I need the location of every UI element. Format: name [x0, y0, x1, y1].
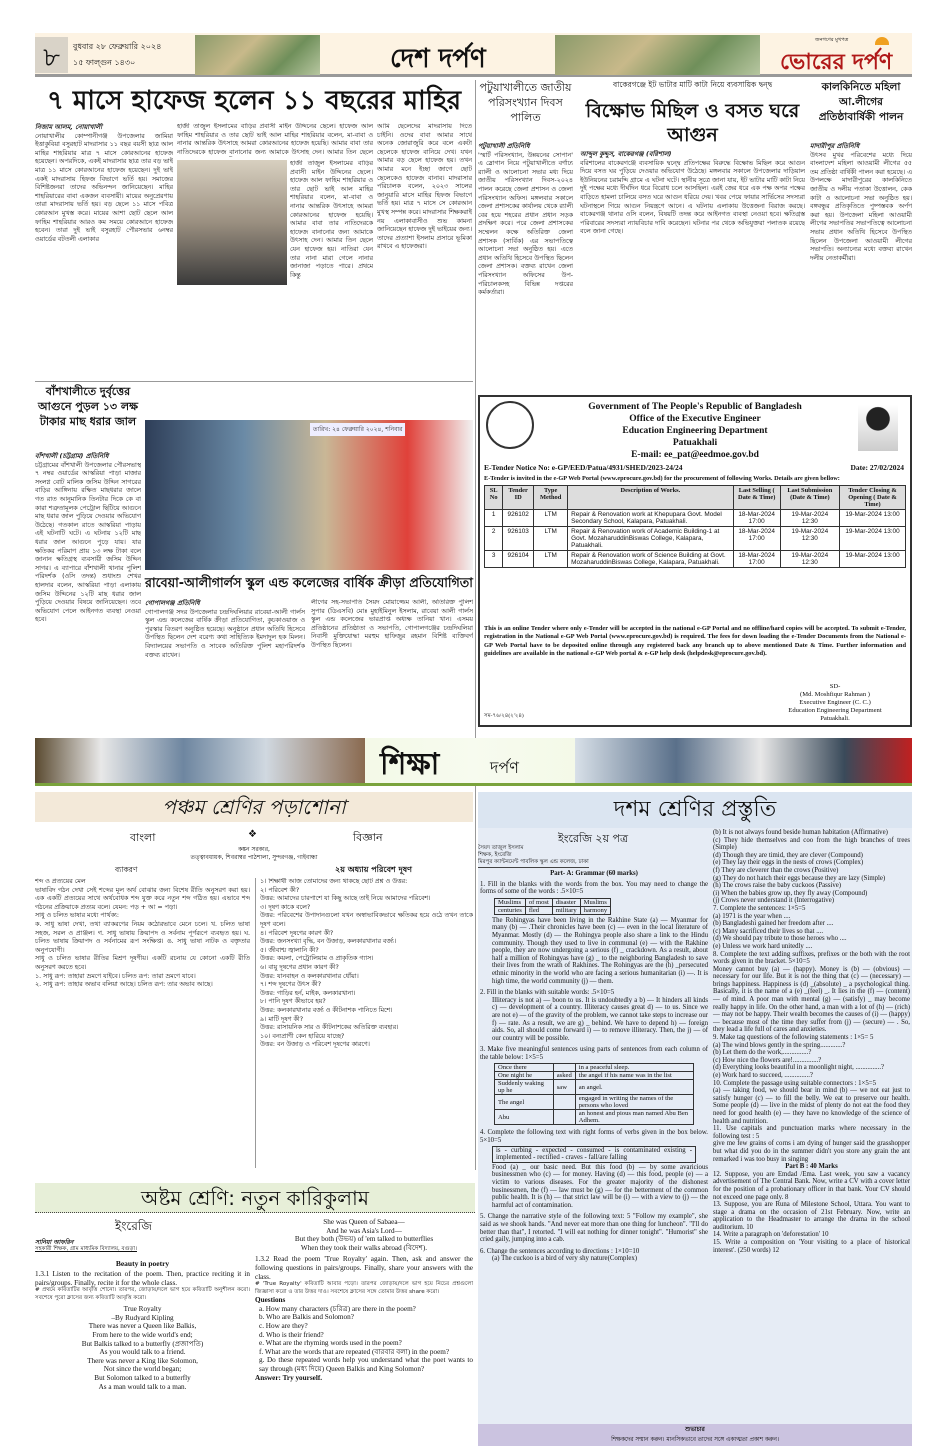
- tender-email: E-mail: ee_pat@eedmoe.gov.bd: [631, 450, 759, 460]
- tender-gov: Government of The People's Republic of Bangladesh: [588, 402, 802, 412]
- science-content: ১। শিক্ষার্থী আজ তোমাদের জন্য থাকছে ছোট প্রশ্ন ও উত্তর: ২। পরিবেশ কী? উত্তর: আমাদের চারপাশে যা কিছু আছে তাই নিয়ে আমাদের পরিবেশ। ৩। দূষণ কাকে বলে? উত্তর: পরিবেশের উপাদানগুলো যখন অস্বাভাবিকভাবে ক্ষতিকর হয়ে ওঠে তখন তাকে দূষণ বলে। ৪। পরিবেশ দূষণের কারণ কী? উত্তর: জনসংখ্যা বৃদ্ধি, বন উজাড়, কলকারখানার বর্জ্য। ৫। জীবাশ্ম জ্বালানি কী? উত্তর: কয়লা, পেট্রোলিয়াম ও প্রাকৃতিক গ্যাস। ৬। বায়ু দূষণের প্রধান কারণ কী? উত্তর: যানবাহন ও কলকারখানার ধোঁয়া। ৭। শব্দ দূষণের উৎস কী? উত্তর: গাড়ির হর্ন, মাইক, কলকারখানা। ৮। পানি দূষণ কীভাবে হয়? উত্তর: কলকারখানার বর্জ্য ও কীটনাশক পানিতে মিশে। ৯। মাটি দূষণ কী? উত্তর: রাসায়নিক সার ও কীটনাশকের অতিরিক্ত ব্যবহার। ১০। বন্যপ্রাণী কেন হারিয়ে যাচ্ছে? উত্তর: বন উজাড় ও পরিবেশ দূষণের কারণে।: [260, 878, 473, 1049]
- patuakhali-text: 'স্মার্ট পরিসংখ্যান, উন্নয়নের সোপান' এ স্লোগান নিয়ে পটুয়াখালীতে বর্ণাঢ্য র‌্যালী ও আলোচনা সভার মধ্য দিয়ে জাতীয় পরিসংখ্যান দিবস-২০২৪ পালন করেছে জেলা প্রশাসন ও জেলা পরিসংখ্যান অফিস। মঙ্গলবার সকালে জেলা প্রশাসকের কার্যালয় থেকে র‌্যালী বের হয়ে শহরের প্রধান প্রধান সড়ক প্রদক্ষিণ করে। পরে জেলা প্রশাসকের সম্মেলন কক্ষে অতিরিক্ত জেলা প্রশাসক (সার্বিক) এর সভাপতিত্বে আলোচনা সভা অনুষ্ঠিত হয়। এতে প্রধান অতিথি হিসেবে উপস্থিত ছিলেন জেলা প্রশাসক। বক্তব্য রাখেন জেলা পরিসংখ্যান অফিসের উপ-পরিচালকসহ বিভিন্ন দপ্তরের কর্মকর্তারা।: [478, 151, 573, 297]
- tender-column-header: Description of Works.: [568, 486, 733, 510]
- kalkini-body: [810, 142, 912, 391]
- event-photo: [145, 420, 473, 570]
- tender-cell-selling: 18-Mar-2024 17:00: [733, 551, 780, 568]
- tender-signature: [760, 683, 910, 723]
- kalkini-headline: কালকিনিতে মহিলা আ.লীগের প্রতিষ্ঠাবার্ষিকী পালন: [818, 81, 904, 123]
- tender-cell-closing: 19-Mar-2024 13:00: [839, 551, 905, 568]
- poem-line: And he was Asia's Lord—: [326, 1226, 402, 1235]
- footer-title: শুভাচার: [685, 1426, 705, 1433]
- logo: ভোরের দর্পণ: [780, 50, 893, 75]
- tender-intro: E-Tender is invited in the e-GP Web Portal (www.eprocure.gov.bd) for the procurement of following Works. Details are given bellow:: [484, 475, 840, 482]
- q4-box: is - curbing - expected - consumed - is contaminated existing - implemented - rectified - craves - fall/are falling: [492, 1146, 696, 1163]
- lead-col-3: আমি ছেলেদের মাদরাসায় দিতে চাইনি। ওদের বাবা আমার সাথে অনেক জোরাজুরি করে বলে একটা ছেলেকে হাফেজ বানিয়ে দেখ। যখন আমার বড় ছেলে হাফেজ হয়। তখন আমার মনে ইচ্ছা জাগে ছোট ছেলেকেও হাফেজ বানাব। মাদরাসার পরিচালক বলেন, ২০২৩ সালের জানুয়ারি মাসে মাহির হিফজ বিভাগে ভর্তি হয়। মাত্র ৭ মাসে সে কোরআন মুখস্থ সম্পন্ন করে। মাদরাসার শিক্ষকরাই নয় এলাকাবাসীও শুভ কামনা জানিয়েছেন হাফেজ দুই ভাইয়ের জন্য। তাদের প্রত্যাশা ইসলাম প্রসারে ভূমিকা রাখবে এ হাফেজরা।: [377, 123, 472, 251]
- story3-byline: গোপালগঞ্জ প্রতিনিধি: [145, 599, 200, 607]
- question-item: b. Who are Balkis and Solomon?: [259, 1313, 354, 1322]
- tender-notice-no: E-Tender Notice No: e-GP/EED/Patua/4931/SHED/2023-24/24: [484, 463, 683, 472]
- table-cell: saw: [553, 1080, 575, 1095]
- class10-footer: [478, 1424, 912, 1446]
- logo-tagline: জনগণের মুখপত্র: [815, 37, 849, 43]
- part-a-heading: Part- A: Grammar (60 marks): [550, 870, 638, 877]
- banner-subtitle: দর্পণ: [490, 758, 519, 777]
- tender-cell-sl: 3: [485, 551, 503, 568]
- table-cell: an honest and pious man named Abu Ben Adhem.: [575, 1110, 693, 1125]
- banner-photo-left: [35, 738, 365, 783]
- answer-note: Answer: Try yourself.: [255, 1373, 323, 1382]
- table-cell: [553, 1110, 575, 1125]
- class5-section: [35, 792, 473, 1177]
- tender-cell-desc: Repair & Renovation work of Science Building at Govt. MozaharuddinBiswas College, Kalapara, Patuakhali.: [568, 551, 733, 568]
- question-item: c. How are they?: [259, 1321, 308, 1330]
- signature-line: (Md. Moshfiqur Rahman ): [800, 691, 870, 698]
- story3-col-1: [145, 599, 305, 728]
- class10-role: শিক্ষক, ইংরেজি: [478, 852, 512, 858]
- tender-cell-id: 926103: [503, 527, 534, 551]
- lead-byline: নিজাম আলম, নোয়াখালী: [35, 123, 103, 131]
- table-row: [495, 1110, 694, 1125]
- signature-line: Executive Engineer (C. C.): [799, 699, 871, 706]
- tender-dept: Education Engineering Department: [622, 426, 768, 436]
- table-cell: in a peaceful sleep.: [575, 1064, 693, 1072]
- table-cell: [553, 1064, 575, 1072]
- table-cell: Suddenly waking up he: [495, 1080, 554, 1095]
- divider: [35, 381, 473, 382]
- class10-section: [478, 792, 912, 1446]
- poem-title: True Royalty: [123, 1305, 162, 1314]
- poem-line: But Solomon talked to a butterfly: [94, 1373, 191, 1382]
- tender-cell-id: 926104: [503, 551, 534, 568]
- lead-col-2: হাজী তাজুল ইসলামের বাড়ির প্রবাসী মাইন উদ্দিনের ছেলে। হাফেজ আল ফাহিম শাহরিয়ার ও তার ছোট ভাই আল মাহির শাহরিয়ার বলেন, মা-বাবা ও নানার আন্তরিক উৎসাহে আমরা কোরআনের হাফেজ হয়েছি। আমার বাবা তার নাতিদেরকে হাফেজ বানানোর জন্য আমাকে উৎসাহ দেন। আমার তিন ছেলে: [177, 123, 373, 156]
- tender-header: [540, 401, 850, 461]
- poem-line: But they both (উভয়) of 'em talked to butterflies: [294, 1235, 434, 1244]
- subject-bangla: বাংলা: [130, 831, 156, 844]
- tender-cell-sl: 1: [485, 510, 503, 527]
- table-row: [495, 1064, 694, 1072]
- right-questions: (b) It is not always found beside human habitation (Affirmative) (c) They hide themselves and coo from the high branches of trees (Simple) (d) Though they are timid, they are clever (Compound) (e) They lay their eggs in the nests of crows (Complex) (f) They are cleverer than the crows (Positive) (g) They do not hatch their eggs because they are lazy (Simple) (h) The crows raise the baby cuckoos (Passive) (i) When the babies grow up, they fly away (Compound) (j) Crows never understand it (Interrogative) 7. Complete the sentences: 1×5=5 (a) 1971 is the year when .... (b) Bangladeshi gained her freedom after .... (c) Many sacrificed their lives so that .... (d) We should pay tribute to those heroes who .... (e) Unless we work hard unitedly .... 8. Complete the text adding suffixes, prefixes or the both with the root words given in the bracket. 5×10=5 Money cannot buy (a) — (happy). Money is (b) — (obvious) — necessary for our life. But it is not the thing that (c) — (necessary) — brings happiness. Happiness is (d) _(absolute) _ a psychological thing. Basically, it is the name of a (e) _(feel) _. It lies in the (f) — (content) — of mind. A poor man with mental (g) — (satisfy) _ may become really happy in life. On the other hand, a man with a lot of (h) — (rich) — may not be happy. Their wealth becomes the causes of (i) — (happy) — because most of the time they suffer from (j) — (secure) — . So, they lead a life full of cares and anxieties. 9. Make tag questions of the following statements : 1×5= 5 (a) The wind blows gently in the spring.............? (b) Let them do the work,...............? (c) How nice the flowers are!...............? (d) Everything looks beautiful in a moonlight night, ...............? (e) Work hard to succeed, ...............? 10. Complete the passage using suitable connectors : 1×5=5 (a) — taking food, we should bear in mind (b) — we not eat just to satisfy hunger (c) — to fill the belly. We eat to preserve our health. Some people (d) — live in the midst of plenty do not eat the food they need for good health (e) — they have no knowledge of the science of health and nutrition. 11. Use capitals and punctuation marks where necessary in the following test : 5 give me few grains of corns i am dying of hunger said the grasshopper but what did you do in the summer didn't you store any grain the ant remarked i was too busy in singing: [713, 829, 910, 1163]
- patuakhali-byline: পটুয়াখালী প্রতিনিধি: [478, 142, 530, 150]
- questions-list: [255, 1305, 473, 1374]
- kalkini-text: উৎসব মুখর পরিবেশের মধ্যে দিয়ে বাংলাদেশ মহিলা আওয়ামী লীগের ৫৫ তম প্রতিষ্ঠা বার্ষিকী পালন করা হয়েছে। এ উপলক্ষে মাদারীপুরের কালকিনিতে জাতীয় ও দলীয় পতাকা উত্তোলন, কেক কাটা ও আলোচনা সভা অনুষ্ঠিত হয়। বঙ্গবন্ধুর প্রতিকৃতিতে পুষ্পস্তবক অর্পণ করা হয়। উপজেলা মহিলা আওয়ামী লীগের সভাপতির সভাপতিত্বে আলোচনা সভায় প্রধান অতিথি হিসেবে উপস্থিত ছিলেন উপজেলা আওয়ামী লীগের সভাপতি। অন্যান্যের মধ্যে বক্তব্য রাখেন দলীয় নেতাকর্মীরা।: [810, 151, 912, 262]
- tender-cell-selling: 18-Mar-2024 17:00: [733, 510, 780, 527]
- class8-left: [35, 1259, 250, 1391]
- q2: 2. Fill in the blanks with suitable words: .5×10=5: [480, 989, 615, 997]
- subject-science: বিজ্ঞান: [353, 831, 383, 844]
- table-row: [495, 1095, 694, 1110]
- tender-cell-desc: Repair & Renovation work at Khepupara Govt. Model Secondary School, Kalapara, Patuakhali.: [568, 510, 733, 527]
- tender-cell-method: LTM: [534, 527, 568, 551]
- signature-line: SD-: [829, 683, 841, 690]
- task-1: 1.3.1 Listen to the recitation of the poem. Then, practice reciting it in pairs/groups. Finally, recite it for the whole class.: [35, 1270, 250, 1287]
- tender-intro-box: [484, 474, 906, 483]
- part-b-heading: Part B : 40 Marks: [785, 1163, 838, 1171]
- box-word: Muslims: [580, 898, 610, 906]
- bangla-content: শব্দ ও প্রত্যয়ের মেল ভাষাবিদ গঠন দেখা সেই শব্দের মূল অর্থ বোঝার জন্য বিশেষ রীতি অনুসরণ করা হয়। এক একটি প্রত্যয়ের সাথে অর্থবোধক শব্দ যুক্ত করে নতুন শব্দ গঠিত হয়। এভাবে শব্দ গঠনের প্রক্রিয়াকে প্রত্যয় বলে। যেমন: পড় + আ = পড়া। সাধু ও চলিত ভাষার মধ্যে পার্থক্য: ক. সাধু ভাষা দেখা, তথা ব্যাকরণের নিয়ম কঠোরভাবে মেনে চলে। খ. চলিত ভাষা সহজ, সরল ও প্রাঞ্জল। গ. সাধু ভাষায় ক্রিয়াপদ ও সর্বনাম পূর্ণরূপে ব্যবহৃত হয়। ঘ. চলিত ভাষায় ক্রিয়াপদ ও সর্বনামের রূপ সংক্ষিপ্ত। ঙ. সাধু ভাষা নাটক ও বক্তৃতার অনুপযোগী। সাধু ও চলিত ভাষার রীতির মিশ্রণ দূষণীয়। একটি রচনায় যে কোনো একটি রীতি অনুসরণ করতে হবে। ১. সাধু রূপ: তাহারা ভ্রমণে যাইবে। চলিত রূপ: তারা ভ্রমণে যাবে। ২. সাধু রূপ: তাহার অভাব বলিয়া আছে। চলিত রূপ: তার অভাব আছে।: [35, 878, 250, 989]
- q5: 5. Change the narrative style of the following text: 5 "Follow my example", she said as we shook hands. "And never eat more than one thing for luncheon". "I'll do better than that", I retorted. "I will eat nothing for dinner tonight". "Humorist" she cried gaily, jumping into a cab.: [480, 1213, 708, 1244]
- table-cell: The angel: [495, 1095, 554, 1110]
- lead-text: নোয়াখালীর কোম্পানীগঞ্জ উপজেলার জামিয়া ইত্তাকুবিয়া বসুরহাট মাদরাসার ১১ বছর বয়সী ছাত্র আল মাহির শাহরিয়ার মাত্র ৭ মাসে কোরআনের হাফেজ হয়েছেন। অপরদিকে, একই মাদরাসার ছাত্র তার বড় ভাই মাত্র ১১ মাসে কোরআনের হাফেজ হয়েছেন। দুই ভাই একই মাদরাসায় হিফজ বিভাগে ভর্তি হয়। সমাজের বিশিষ্টজনরা তাদের অভিনন্দন জানিয়েছেন। মাহির শাহরিয়ারের বাবা একজন ব্যবসায়ী। মায়ের অনুপ্রেরণায় তারা মাদরাসায় ভর্তি হয়। বড় ছেলে ১১ মাসে পবিত্র কোরআন মুখস্ত করে। মায়ের আশা ছোট ছেলে আল ফাহিম শাহরিয়ার আরও কম সময়ে কোরআনে হাফেজ হবেন। তারা দুই ভাই বসুরহাট পৌরসভার ৬নম্বর ওয়ার্ডের বটতলী এলাকার: [35, 132, 173, 243]
- tender-cell-selling: 18-Mar-2024 17:00: [733, 527, 780, 551]
- bakerganj-byline: আব্দুল কুদ্দুস, বাকেরগঞ্জ (বরিশাল): [580, 150, 672, 158]
- q3: 3. Make five meaningful sentences using parts of sentences from each column of the table below: 1×5=5: [480, 1046, 708, 1061]
- table-cell: engaged in writing the names of the persons who loved: [575, 1095, 693, 1110]
- sentence-table: [494, 1063, 694, 1125]
- header-photo-right: [555, 35, 760, 75]
- poem-line: As a man would talk to a man.: [98, 1382, 187, 1391]
- poem-line: As you would talk to a friend.: [99, 1348, 186, 1357]
- tender-column-header: Last Selling ( Date & Time): [733, 486, 780, 510]
- questions-heading: Questions: [255, 1296, 286, 1305]
- box-word: of most: [525, 898, 552, 906]
- poem-line: She was Queen of Sabaea—: [323, 1218, 405, 1226]
- poem-line: Not since the world began;: [103, 1365, 182, 1374]
- sun-icon: [875, 37, 889, 45]
- table-row: [495, 1072, 694, 1080]
- box-row: [495, 898, 611, 906]
- class10-heading: দশম শ্রেণির প্রস্তুতি: [478, 792, 912, 828]
- education-dept-seal-icon: [486, 401, 534, 449]
- tender-column-header: Tender ID: [503, 486, 534, 510]
- table-cell: [553, 1095, 575, 1110]
- header-photo-left: [195, 35, 320, 75]
- q4-text: Food (a) _ our basic need. But this food (b) — by some avaricious businessmen who (c) — for money. Having (d) — this food, people (e) — a victim to various diseases. For the greater majority of the dishonest businessmen, the (f) — law must be (g) — for the betterment of the common public health. It is (h) — that strict law will be (i) — with a view to (j) — the harmful act of contamination.: [492, 1163, 708, 1209]
- class5-author: কঙ্কন সরকার,: [238, 846, 270, 853]
- patuakhali-headline: পটুয়াখালীতে জাতীয় পরিসংখ্যান দিবস পালিত: [479, 81, 572, 124]
- table-cell: asked: [553, 1072, 575, 1080]
- tender-cell-closing: 19-Mar-2024 13:00: [839, 527, 905, 551]
- part-b-text: 12. Suppose, you are Emdad /Ema. Last week, you saw a vacancy advertisement of The Central Bank. Now, write a CV with a cover letter for the position of a probationary officer in that bank. Your CV should not exceed one page only. 8 13. Suppose, you are Runa of Milestone School, Uttara. You want to stage a drama on the occasion of 21st February. Now, write an application to the Headmaster to arrange the drama in the school auditorium. 10 14. Write a paragraph on 'deforestation' 10 15. Write a composition on 'Your visiting to a place of historical interest'. (250 words) 12: [713, 1170, 910, 1254]
- box-word: Muslims: [495, 898, 526, 906]
- separator-icon: ❖: [248, 829, 257, 840]
- tender-column-header: Last Submission (Date & Time): [780, 486, 839, 510]
- table-cell: One night he: [495, 1072, 554, 1080]
- tender-cell-desc: Repair & Renovation work of Academic Building-1 at Govt. MozaharuddinBiswas College, Kalapara, Patuakhali.: [568, 527, 733, 551]
- tender-notice: [478, 395, 912, 727]
- class8-subject: ইংরেজি: [115, 1219, 152, 1233]
- task-2: 1.3.2 Read the poem 'True Royalty' again. Then, ask and answer the following questions in pairs/groups. Finally, share your answers with the class.: [255, 1255, 473, 1281]
- banner-photo-right: [575, 738, 912, 783]
- topic-pollution: ২য় অধ্যায় পরিবেশ দূষণ: [335, 865, 413, 874]
- q2-text: Illiteracy is not a) — boon to us. It is undoubtedly a b) — It hinders all kinds c) — development of a country. Illiteracy causes great d) — to us. Since we are not e) — of the gravity of the problem, we cannot take steps to increase our f) — rate. As a result, we are g) _ behind. We have to depend h) — foreign aids. So, all should come forward i) — to remove illiteracy. Then, the j) — of our country will be possible.: [492, 996, 708, 1042]
- table-row: [485, 510, 906, 527]
- task-1-bn: # প্রথমে কবিতাটির আবৃত্তি শোনো। তারপর, জোড়ায়/দলে ভাগ হয়ে কবিতাটি অনুশীলন করো। সবশেষে পুরো ক্লাসের জন্য কবিতাটি আবৃত্তি করো।: [35, 1287, 250, 1301]
- question-item: g. Do these repeated words help you understand what the poet wants to say through (মধ্য দিয়ে) Queen Balkis and King Solomon?: [259, 1356, 473, 1373]
- lead-photo: [177, 160, 287, 285]
- tender-cell-sl: 2: [485, 527, 503, 551]
- class8-school: সহকারী শিক্ষক, গ্রাম মাধ্যমিক বিদ্যালয়, বগুড়া।: [35, 1246, 137, 1252]
- class8-right: [255, 1218, 473, 1382]
- tender-cell-submission: 19-Mar-2024 12:30: [780, 551, 839, 568]
- col-divider: [475, 80, 476, 1170]
- q1: 1. Fill in the blanks with the words from the box. You may need to change the forms of some of the words : .5×10=5: [480, 880, 708, 896]
- box-word: military: [552, 906, 580, 914]
- divider: [255, 878, 256, 1168]
- story3-text-1: গোপালগঞ্জ সদর উপজেলার চন্দ্রদিঘলিয়ার রাবেয়া-আলী গার্লস স্কুল এন্ড কলেজের বার্ষিক ক্রীড়া প্রতিযোগিতা, কুচকাওয়াজ ও পুরস্কার বিতরণ অনুষ্ঠিত হয়েছে। অনুষ্ঠানে প্রধান অতিথি হিসেবে উপস্থিত ছিলেন দেশ বরেণ্য কথা সাহিত্যিক ইমদাদুল হক মিলন। বিদ্যালয়ের সভাপতি ও সাবেক অতিরিক্ত পুলিশ মহাপরিদর্শক বক্তব্য রাখেন।: [145, 608, 305, 659]
- class10-right: [713, 829, 910, 1254]
- bakerganj-text: বরিশালের বাকেরগঞ্জে ব্যবসায়িক দ্বন্দ্বে প্রতিপক্ষের বিরুদ্ধে বিক্ষোভ মিছিল করে আগুন দিয়ে বসত ঘর পুড়িয়ে দেওয়ার অভিযোগ উঠেছে। মঙ্গলবার সকালে উপজেলার দাড়িয়াল ইউনিয়নের চরামদ্দি গ্রামে এ ঘটনা ঘটে। স্থানীয় সূত্রে জানা যায়, ইট ভাটার মাটি কাটা নিয়ে দুই পক্ষের মধ্যে দীর্ঘদিন ধরে বিরোধ চলে আসছিল। এরই জের ধরে এক পক্ষ অপর পক্ষের বাড়িতে হামলা চালিয়ে বসত ঘরে আগুন ধরিয়ে দেয়। খবর পেয়ে ফায়ার সার্ভিসের সদস্যরা ঘটনাস্থলে গিয়ে আগুন নিয়ন্ত্রণে আনে। এ ঘটনায় এলাকায় উত্তেজনা বিরাজ করছে। বাকেরগঞ্জ থানার ওসি বলেন, বিষয়টি তদন্ত করে আইনগত ব্যবস্থা নেওয়া হবে। ক্ষতিগ্রস্ত পরিবারের সদস্যরা ন্যায়বিচার দাবি করেছেন। ঘটনার পর থেকে অভিযুক্তরা পলাতক রয়েছে বলে জানা গেছে।: [580, 159, 805, 236]
- task-2-bn: # 'True Royalty' কবিতাটি আবার পড়ো। তারপর জোড়ায়/দলে ভাগ হয়ে নিচের প্রশ্নগুলো জিজ্ঞাসা করো ও তার উত্তর দাও। সবশেষে ক্লাসের সঙ্গে তোমার উত্তর share করো।: [255, 1281, 473, 1295]
- tender-column-header: SL No: [485, 486, 503, 510]
- portrait-icon: [858, 405, 898, 451]
- box-row: [495, 906, 611, 914]
- poem-stanza-1: [35, 1322, 250, 1391]
- q4: 4. Complete the following text with right forms of verbs given in the box below. 5×10=5: [480, 1129, 708, 1145]
- tender-cell-method: LTM: [534, 551, 568, 568]
- table-row: [495, 1080, 694, 1095]
- tender-location: Patuakhali: [672, 438, 718, 448]
- signature-line: Patuakhali.: [820, 715, 850, 722]
- tender-column-header: Type Method: [534, 486, 568, 510]
- poem-line: But Balkis talked to a butterfly (প্রজাপতি): [81, 1339, 204, 1348]
- class10-school: মিরপুর ক্যান্টনমেন্ট পাবলিক স্কুল এন্ড কলেজ, ঢাকা: [478, 859, 589, 868]
- bakerganj-body: [580, 150, 805, 391]
- q6-text: (a) The cuckoo is a bird of very shy nature(Complex): [492, 1255, 638, 1263]
- box-word: fled: [525, 906, 552, 914]
- box-word: disaster: [552, 898, 580, 906]
- class5-school: তত্ত্বাবধায়ক, শিবরাম্বর পাঠশালা, সুন্দরগঞ্জ, গাইবান্ধা: [190, 854, 318, 861]
- class8-heading: অষ্টম শ্রেণি: নতুন কারিকুলাম: [35, 1183, 475, 1213]
- section-title: Beauty in poetry: [115, 1259, 170, 1268]
- tender-footer: This is an online Tender where only e-Tender will be accepted in the national e-GP Portal and no offline/hard copies will be accepted. To submit e-Tender, registration in the National e-GP Web Portal (www.eprocure.gov.bd) is required. The fees for down loading the e-Tender Documents from the National e-GP Web Portal have to be deposited online through any registered back any branch up to above mentioned Date & Time. Further information and guidelines are available in the national e-GP Web portal & e-GP help desk (helpdesk@eprocure.gov.bd).: [484, 625, 906, 657]
- question-item: e. What are the rhyming words used in the poem?: [259, 1339, 402, 1348]
- word-box: [494, 898, 611, 915]
- section-title: দেশ দর্পণ: [390, 44, 486, 74]
- table-cell: an angel.: [575, 1080, 693, 1095]
- lead-headline: ৭ মাসে হাফেজ হলেন ১১ বছরের মাহির: [46, 86, 462, 116]
- tender-cell-method: LTM: [534, 510, 568, 527]
- question-item: a. How many characters (চরিত্র) are there in the poem?: [259, 1304, 416, 1313]
- tender-column-header: Tender Closing & Opening ( Date & Time): [839, 486, 905, 510]
- poem-line: There was never a King like Solomon,: [87, 1356, 198, 1365]
- tender-office: Office of the Executive Engineer: [629, 414, 761, 424]
- date-line-1: বুধবার ২৮ ফেব্রুয়ারি ২০২৪: [73, 42, 162, 51]
- box-word: harmony: [580, 906, 610, 914]
- table-row: [485, 551, 906, 568]
- box-word: centuries: [495, 906, 526, 914]
- tender-cell-submission: 19-Mar-2024 12:30: [780, 510, 839, 527]
- tender-ref: সম-৭৬/২৪(২'২৪): [484, 713, 524, 719]
- footer-text: শিক্ষকদের সম্মান করুন। মানসিকভাবে তাদের সঙ্গে একাত্মতা প্রকাশ করুন।: [611, 1437, 779, 1443]
- topic-grammar: ব্যাকরণ: [115, 865, 138, 874]
- table-cell: the angel if his name was in the list: [575, 1072, 693, 1080]
- tender-date: Date: 27/02/2024: [850, 463, 904, 472]
- bakerganj-kicker: বাকেরগঞ্জে ইট ভাটার মাটি কাটা নিয়ে ব্যবসায়িক দ্বন্দ্ব: [612, 80, 773, 89]
- question-item: d. Who is their friend?: [259, 1330, 324, 1339]
- poem-line: There was never a Queen like Balkis,: [88, 1322, 197, 1331]
- patuakhali-body: [478, 142, 573, 391]
- page-number: ৮: [35, 37, 68, 73]
- date-line-2: ১৫ ফাল্গুন ১৪৩০: [73, 58, 136, 67]
- class8-author: সানিয়া আফরিন: [35, 1239, 74, 1246]
- story2-byline: বাঁশখালী (চট্টগ্রাম) প্রতিনিধি: [35, 452, 109, 460]
- tender-table: [484, 485, 906, 568]
- table-cell: Once there: [495, 1064, 554, 1072]
- photo-banner-text: তারিখ: ২৪ ফেব্রুয়ারি ২০২৪, শনিবার: [310, 423, 405, 436]
- story2-body: [35, 452, 141, 736]
- kalkini-byline: মাদারীপুর প্রতিনিধি: [810, 142, 860, 150]
- tender-cell-closing: 19-Mar-2024 13:00: [839, 510, 905, 527]
- tender-cell-submission: 19-Mar-2024 12:30: [780, 527, 839, 551]
- class10-subject: ইংরেজি ২য় পত্র: [558, 832, 629, 845]
- q1-text: The Rohingyas have been living in the Rakhine State (a) — Myanmar for many (b) — .Their chronicles have been (c) — even in the local literature of Myanmar. Mostly (d) — the Rohingya people also share a link to the Hindu community. Though they used to live in communal (e) — with the Rakhine people, they are now undergoing a serious (f) _ crackdown. As a result, about half a million of Rohingyas have (g) _ to the neighboring Bangladesh to save their lives from the wrath of Rakhines. The Rohingyas are the (h) _persecuted ethnic minority in the world who are facing a serious humanitarian (i) —. It is high time, the world community (j) — them.: [492, 916, 708, 985]
- question-item: f. What are the words that are repeated (বারবার বলা) in the poem?: [259, 1347, 450, 1356]
- story2-text: চট্টগ্রামের বাঁশখালী উপজেলার পৌরসভাস্থ ৭ নম্বর ওয়ার্ডের আস্করিয়া পাড়া মাজার সংলগ্ন বোট মালিক জসিম উদ্দিন সাগরের বাড়ির আঙ্গিনায় রক্ষিত মাছধরার জালে গত রাত আনুমানিক তিনটার দিকে কে বা কারা শত্রুতামূলক পেট্রোল ছিটিয়ে আগুনে মাছ ধরার জাল পুড়িয়ে দেওয়ার অভিযোগ উঠেছে। গতকাল রাতে আস্করিয়া পাড়ায় এই ঘটনাটি ঘটে। এ ঘটনায় ১২টি মাছ ধরার জাল আগুনে পুড়ে যায়। যার ক্ষতিকর পরিমাণ প্রায় ১৩ লক্ষ টাকা বলে জানান ক্ষতিগ্রস্থ ব্যবসায়ী জসিম উদ্দিন সাগর। এ ব্যাপারে বাঁশখালী থানার পুলিশ পরিদর্শক (ওসি তদন্ত) শুধাংশু শেখর হালদার বলেন, আস্করিয়া পাড়া এলাকায় জসিম উদ্দিনের ১২টি মাছ ধরার জাল পুড়িয়ে দেওয়ার বিষয়ে জানিয়েছেন। তবে অভিযোগ পেলে আইনগত ব্যবস্থা নেওয়া হবে।: [35, 461, 141, 624]
- lead-headline-box: [35, 84, 473, 120]
- lead-col-1: [35, 123, 173, 380]
- poem-line: When they took their walks abroad (বিদেশ).: [300, 1243, 428, 1252]
- poem-author: –By Rudyard Kipling: [111, 1313, 174, 1322]
- class10-author: সৈয়দ তাজুল ইসলাম: [478, 845, 524, 851]
- class10-left: [480, 870, 708, 1263]
- story3-headline: রাবেয়া-আলীগার্লস স্কুল এন্ড কলেজের বার্ষিক ক্রীড়া প্রতিযোগিতা: [145, 576, 473, 591]
- lead-col-2b: হাজী তাজুল ইসলামের বাড়ির প্রবাসী মাইন উদ্দিনের ছেলে। হাফেজ আল ফাহিম শাহরিয়ার ও তার ছোট ভাই আল মাহির শাহরিয়ার বলেন, মা-বাবা ও নানার আন্তরিক উৎসাহে আমরা কোরআনের হাফেজ হয়েছি। আমার বাবা তার নাতিদেরকে হাফেজ বানানোর জন্য আমাকে উৎসাহ দেন। আমার তিন ছেলে যেন হাফেজ হয়। নাতিরা যেন তার নানা মারা গেলে নানার জানাজা পড়াতে পারে। প্রথমে কিন্তু: [290, 160, 373, 279]
- signature-line: Education Engineering Department: [788, 707, 882, 714]
- class5-heading: পঞ্চম শ্রেণির পড়াশোনা: [35, 792, 473, 822]
- education-banner: [35, 738, 912, 786]
- story2-headline: বাঁশখালীতে দুর্বৃত্তের আগুনে পুড়ল ১৩ লক্ষ টাকার মাছ ধরার জাল: [38, 385, 138, 428]
- banner-title: শিক্ষা: [380, 747, 440, 782]
- bakerganj-headline: বিক্ষোভ মিছিল ও বসত ঘরে আগুন: [585, 100, 800, 146]
- table-row: [485, 527, 906, 551]
- poem-stanza-2: [255, 1218, 473, 1252]
- masthead: [35, 33, 912, 77]
- story3-headline-box: [145, 572, 473, 596]
- poem-line: From here to the wide world's end;: [92, 1330, 193, 1339]
- story3-col-2: লীগের সহ-সভাপতি সৈয়দ মোয়াজ্জেম আলী, অতিরিক্ত পুলিশ সুপার (ডিএসবি) মোঃ মুহাইমিনুল ইসলাম, রাবেয়া আলী গার্লস স্কুল এন্ড কলেজের ভারপ্রাপ্ত অধ্যক্ষ তানিয়া খান। এসময় প্রতিষ্ঠানের প্রতিষ্ঠাতা ও সভাপতি, গোপালগঞ্জের চন্দ্রদিঘলিয়া নিবাসী মুক্তিযোদ্ধা মরহুম হাফিজুর রহমান বিশিষ্ট ব্যক্তিবর্গ উপস্থিত ছিলেন।: [311, 599, 473, 649]
- table-cell: Abu: [495, 1110, 554, 1125]
- q6: 6. Change the sentences according to directions : 1×10=10: [480, 1247, 640, 1255]
- tender-cell-id: 926102: [503, 510, 534, 527]
